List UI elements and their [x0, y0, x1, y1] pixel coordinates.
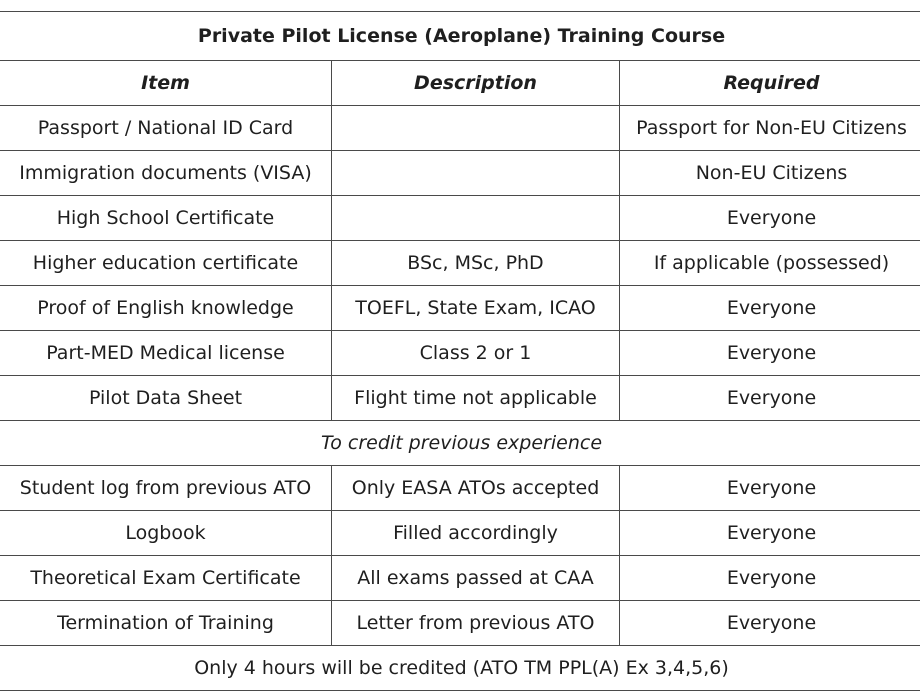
cell-description: [332, 196, 620, 241]
cell-required: If applicable (possessed): [620, 241, 920, 286]
cell-item: Passport / National ID Card: [0, 106, 332, 151]
cell-description: BSc, MSc, PhD: [332, 241, 620, 286]
table-row: [0, 466, 920, 511]
cell-description: Filled accordingly: [332, 511, 620, 556]
section-row: [0, 421, 920, 466]
column-header-description: Description: [332, 61, 620, 106]
cell-item: Pilot Data Sheet: [0, 376, 332, 421]
table-row: [0, 601, 920, 646]
table-row: [0, 286, 920, 331]
cell-description: Class 2 or 1: [332, 331, 620, 376]
table-row: [0, 511, 920, 556]
cell-required: Everyone: [620, 556, 920, 601]
cell-required: Passport for Non-EU Citizens: [620, 106, 920, 151]
cell-description: Letter from previous ATO: [332, 601, 620, 646]
footer-note: Only 4 hours will be credited (ATO TM PPL(A) Ex 3,4,5,6): [0, 646, 920, 691]
cell-item: Student log from previous ATO: [0, 466, 332, 511]
table-row: [0, 151, 920, 196]
cell-item: Termination of Training: [0, 601, 332, 646]
cell-description: TOEFL, State Exam, ICAO: [332, 286, 620, 331]
cell-required: Everyone: [620, 286, 920, 331]
cell-required: Everyone: [620, 196, 920, 241]
cell-required: Non-EU Citizens: [620, 151, 920, 196]
cell-description: [332, 151, 620, 196]
cell-item: Immigration documents (VISA): [0, 151, 332, 196]
table-row: [0, 241, 920, 286]
cell-description: [332, 106, 620, 151]
table-row: [0, 106, 920, 151]
cell-required: Everyone: [620, 376, 920, 421]
cell-item: High School Certificate: [0, 196, 332, 241]
cell-description: All exams passed at CAA: [332, 556, 620, 601]
title-row: [0, 12, 920, 61]
cell-item: Theoretical Exam Certificate: [0, 556, 332, 601]
cell-required: Everyone: [620, 511, 920, 556]
header-row: [0, 61, 920, 106]
table-title: Private Pilot License (Aeroplane) Training Course: [0, 12, 920, 61]
cell-description: Flight time not applicable: [332, 376, 620, 421]
cell-required: Everyone: [620, 331, 920, 376]
table-row: [0, 331, 920, 376]
cell-item: Part-MED Medical license: [0, 331, 332, 376]
cell-required: Everyone: [620, 466, 920, 511]
column-header-item: Item: [0, 61, 332, 106]
section-label: To credit previous experience: [0, 421, 920, 466]
cell-item: Logbook: [0, 511, 332, 556]
table-row: [0, 556, 920, 601]
cell-item: Proof of English knowledge: [0, 286, 332, 331]
column-header-required: Required: [620, 61, 920, 106]
table-row: [0, 376, 920, 421]
table-row: [0, 196, 920, 241]
requirements-table: [0, 11, 920, 691]
cell-item: Higher education certificate: [0, 241, 332, 286]
cell-description: Only EASA ATOs accepted: [332, 466, 620, 511]
cell-required: Everyone: [620, 601, 920, 646]
footer-row: [0, 646, 920, 691]
